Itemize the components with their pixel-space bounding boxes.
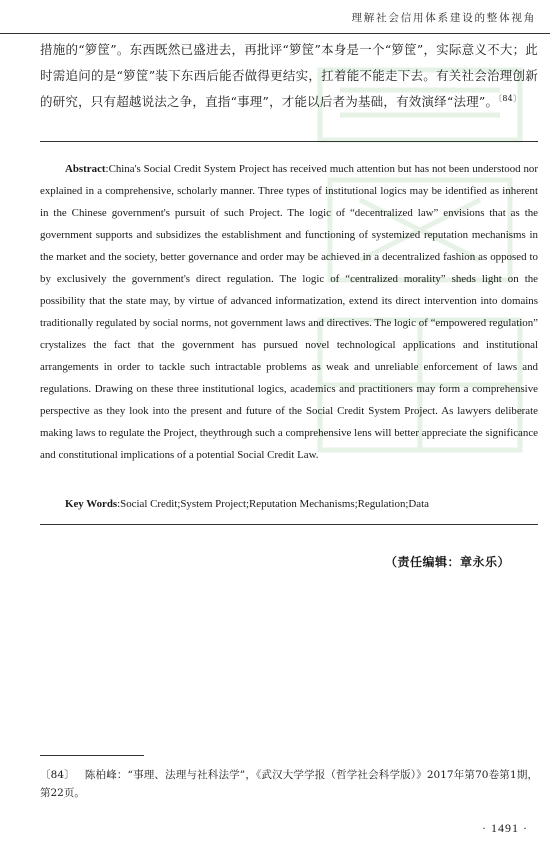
abstract-text: China's Social Credit System Project has received much attention but has not been understood nor explained in a comprehensive, scholarly manner. Three types of institutional logics may be identified as inherent in the Chinese government's pursuit of such Project. The logic of “decentralized law” envisions that as the government supports and subsidizes the establishment and functioning of systemized reputation mechanisms in the market and the society, better governance and order may be achieved in a decentralized fashion as opposed to by exclusively the government's direct regulation. The logic of “centralized morality” sheds light on the possibility that the state may, by virtue of advanced informatization, extend its direct intervention into domains traditionally regulated by social norms, not government laws and directives. The logic of “empowered regulation” crystalizes the fact that the government has pursued novel technological applications and institutional arrangements in order to tackle such intractable problems as weak and unreliable enforcement of laws and regulations. Drawing on these three institutional logics, academics and practitioners may form a comprehensive perspective as they look into the present and future of the Social Credit System Project. As lawyers deliberate making laws to regulate the Project, theythrough such a comprehensive lens will better appreciate the significance and constitutional implications of a potential Social Credit Law. bbox=[40, 163, 538, 461]
running-title: 理解社会信用体系建设的整体视角 bbox=[351, 12, 536, 24]
footnote-text: 陈柏峰：“事理、法理与社科法学”，《武汉大学学报（哲学社会科学版）》2017年第70卷第1期，第22页。 bbox=[40, 769, 538, 799]
running-header bbox=[0, 0, 550, 36]
footnote bbox=[40, 766, 538, 802]
keywords-text: Social Credit;System Project;Reputation Mechanisms;Regulation;Data bbox=[120, 498, 429, 510]
footnote-rule bbox=[40, 755, 144, 756]
body-paragraph-text: 措施的“箩筐”。东西既然已盛进去，再批评“箩筐”本身是一个“箩筐”，实际意义不大；此时需追问的是“箩筐”装下东西后能否做得更结实，扛着能不能走下去。有关社会治理创新的研究，只有超越说法之争，直指“事理”，才能以后者为基础，有效演绎“法理”。 bbox=[40, 42, 538, 109]
abstract-bottom-rule bbox=[40, 524, 538, 525]
header-rule bbox=[0, 33, 550, 34]
page-number: · 1491 · bbox=[482, 821, 528, 835]
abstract bbox=[40, 158, 538, 466]
responsible-editor: （责任编辑：章永乐） bbox=[384, 555, 510, 569]
abstract-label-separator: : bbox=[105, 163, 109, 175]
footnote-reference[interactable]: 〔84〕 bbox=[498, 93, 522, 103]
keywords-label: Key Words bbox=[65, 498, 118, 510]
body-paragraph bbox=[40, 37, 538, 115]
abstract-top-rule bbox=[40, 141, 538, 142]
abstract-label: Abstract bbox=[65, 163, 106, 175]
keywords-label-separator: : bbox=[117, 498, 121, 510]
footnote-number: 〔84〕 bbox=[40, 769, 75, 781]
keywords bbox=[40, 493, 538, 515]
